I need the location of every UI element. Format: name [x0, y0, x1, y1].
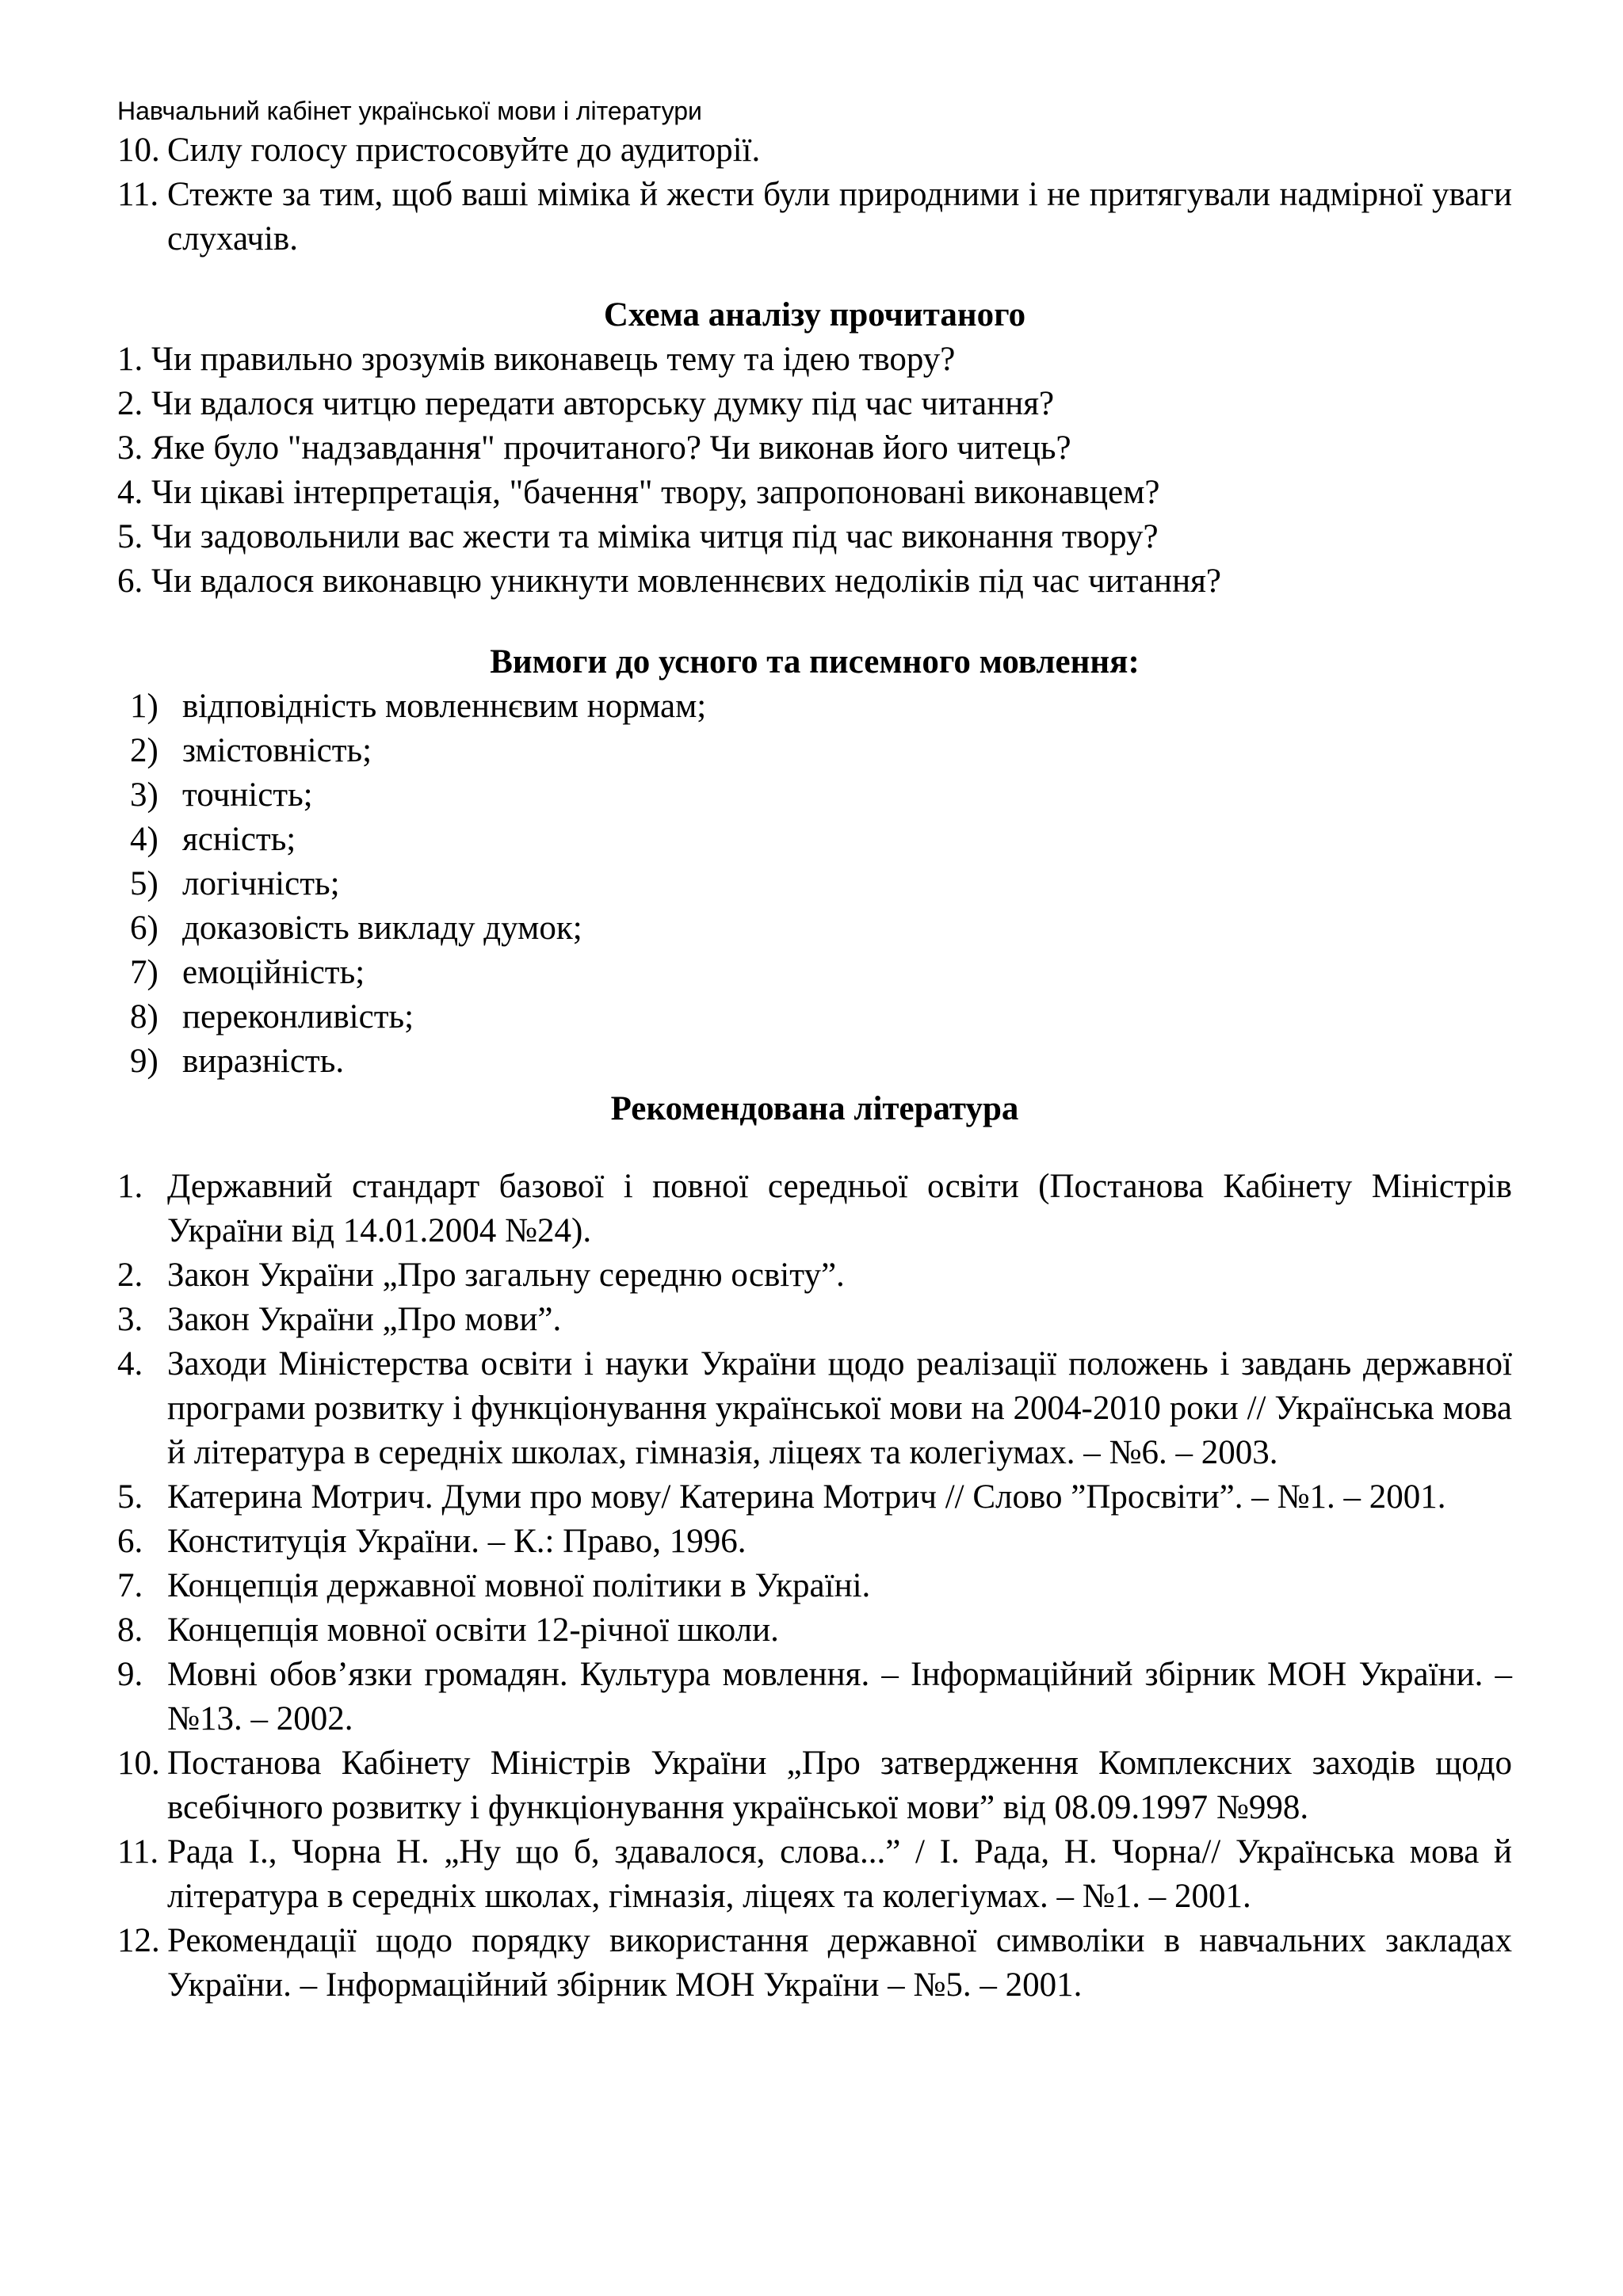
- list-item-number: 8): [130, 998, 158, 1035]
- document-body: [117, 128, 1512, 2008]
- list-item-text: Державний стандарт базової і повної середньої освіти (Постанова Кабінету Міністрів України від 14.01.2004 №24).: [167, 1168, 1512, 1249]
- analysis-list: [117, 338, 1512, 604]
- list-item: [117, 1520, 1512, 1564]
- list-item-number: 10.: [117, 132, 160, 169]
- list-item: [117, 1919, 1512, 2008]
- list-item-number: 2): [130, 732, 158, 769]
- list-item: [117, 1564, 1512, 1608]
- list-item-number: 7): [130, 954, 158, 991]
- list-item-number: 5): [130, 865, 158, 902]
- list-item-number: 3): [130, 776, 158, 814]
- list-item: [117, 1653, 1512, 1741]
- list-item-text: змістовність;: [182, 732, 372, 769]
- list-item-text: Рекомендації щодо порядку використання державної символіки в навчальних закладах України. – Інформаційний збірник МОН України – №5. – 2001.: [167, 1922, 1512, 2004]
- list-item-number: 2.: [117, 1257, 143, 1294]
- list-item-number: 5.: [117, 1478, 143, 1516]
- list-item-text: виразність.: [182, 1043, 345, 1080]
- list-item-number: 4): [130, 821, 158, 858]
- list-item-text: емоційність;: [182, 954, 365, 991]
- list-item-text: Закон України „Про загальну середню освіту”.: [167, 1257, 845, 1294]
- list-item-number: 8.: [117, 1611, 143, 1649]
- speaking-tips-list: [117, 128, 1512, 261]
- list-item-text: Закон України „Про мови”.: [167, 1301, 562, 1338]
- list-item: [130, 995, 1512, 1039]
- list-item-number: 6): [130, 910, 158, 947]
- list-item: [117, 1475, 1512, 1520]
- list-item: 1. Чи правильно зрозумів виконавець тему та ідею твору?: [117, 341, 956, 378]
- list-item-text: ясність;: [182, 821, 296, 858]
- list-item: [117, 128, 1512, 173]
- list-item: 5. Чи задовольнили вас жести та міміка читця під час виконання твору?: [117, 518, 1159, 555]
- list-item-number: 1): [130, 688, 158, 725]
- requirements-list: [117, 685, 1512, 1084]
- list-item: [117, 1165, 1512, 1253]
- list-item-number: 6.: [117, 1523, 143, 1560]
- list-item-number: 9): [130, 1043, 158, 1080]
- list-item: 4. Чи цікаві інтерпретація, "бачення" твору, запропоновані виконавцем?: [117, 474, 1160, 511]
- list-item: 2. Чи вдалося читцю передати авторську думку під час читання?: [117, 385, 1055, 422]
- list-item: [130, 862, 1512, 906]
- list-item-number: 1.: [117, 1168, 143, 1205]
- list-item: [117, 1298, 1512, 1342]
- list-item: [130, 729, 1512, 773]
- page-header: Навчальний кабінет української мови і літератури: [117, 97, 702, 125]
- list-item-number: 12.: [117, 1922, 160, 1959]
- list-item: [130, 951, 1512, 995]
- list-item: [117, 1342, 1512, 1475]
- list-item: [130, 685, 1512, 729]
- list-item: 6. Чи вдалося виконавцю уникнути мовленнєвих недоліків під час читання?: [117, 563, 1221, 600]
- list-item-text: переконливість;: [182, 998, 414, 1035]
- list-item-text: відповідність мовленнєвим нормам;: [182, 688, 707, 725]
- literature-list: [117, 1165, 1512, 2008]
- list-item-text: Мовні обов’язки громадян. Культура мовлення. – Інформаційний збірник МОН України. – №13. – 2002.: [167, 1656, 1512, 1737]
- list-item: [130, 906, 1512, 951]
- list-item-text: Концепція державної мовної політики в Україні.: [167, 1567, 871, 1604]
- section-heading-analysis: Схема аналізу прочитаного: [603, 296, 1026, 334]
- list-item-text: Катерина Мотрич. Думи про мову/ Катерина Мотрич // Слово ”Просвіти”. – №1. – 2001.: [167, 1478, 1446, 1516]
- list-item-number: 11.: [117, 1833, 159, 1871]
- list-item: [117, 173, 1512, 261]
- list-item-text: логічність;: [182, 865, 340, 902]
- section-heading-requirements: Вимоги до усного та писемного мовлення:: [490, 643, 1140, 681]
- list-item-number: 11.: [117, 176, 159, 213]
- list-item-number: 4.: [117, 1345, 143, 1383]
- list-item-text: Рада І., Чорна Н. „Ну що б, здавалося, слова...” / І. Рада, Н. Чорна// Українська мова й література в середніх школах, гімназія, ліцеях та колегіумах. – №1. – 2001.: [167, 1833, 1512, 1915]
- section-heading-literature: Рекомендована література: [610, 1090, 1019, 1127]
- list-item-number: 10.: [117, 1745, 160, 1782]
- list-item-text: Силу голосу пристосовуйте до аудиторії.: [167, 132, 761, 169]
- list-item-number: 7.: [117, 1567, 143, 1604]
- list-item: [130, 818, 1512, 862]
- list-item-text: Стежте за тим, щоб ваші міміка й жести були природними і не притягували надмірної уваги слухачів.: [167, 176, 1512, 257]
- list-item-text: Конституція України. – К.: Право, 1996.: [167, 1523, 747, 1560]
- list-item-text: Постанова Кабінету Міністрів України „Про затвердження Комплексних заходів щодо всебічного розвитку і функціонування української мови” від 08.09.1997 №998.: [167, 1745, 1512, 1826]
- list-item-text: Заходи Міністерства освіти і науки України щодо реалізації положень і завдань державної програми розвитку і функціонування української мови на 2004-2010 роки // Українська мова й література в середніх школах, гімназія, ліцеях та колегіумах. – №6. – 2003.: [167, 1345, 1512, 1471]
- list-item: [117, 1741, 1512, 1830]
- list-item: 3. Яке було "надзавдання" прочитаного? Чи виконав його читець?: [117, 429, 1071, 467]
- list-item-text: доказовість викладу думок;: [182, 910, 582, 947]
- list-item: [117, 1608, 1512, 1653]
- list-item-number: 9.: [117, 1656, 143, 1693]
- list-item: [130, 773, 1512, 818]
- list-item-text: Концепція мовної освіти 12-річної школи.: [167, 1611, 779, 1649]
- list-item: [117, 1830, 1512, 1919]
- list-item: [130, 1039, 1512, 1084]
- list-item-text: точність;: [182, 776, 313, 814]
- list-item: [117, 1253, 1512, 1298]
- list-item-number: 3.: [117, 1301, 143, 1338]
